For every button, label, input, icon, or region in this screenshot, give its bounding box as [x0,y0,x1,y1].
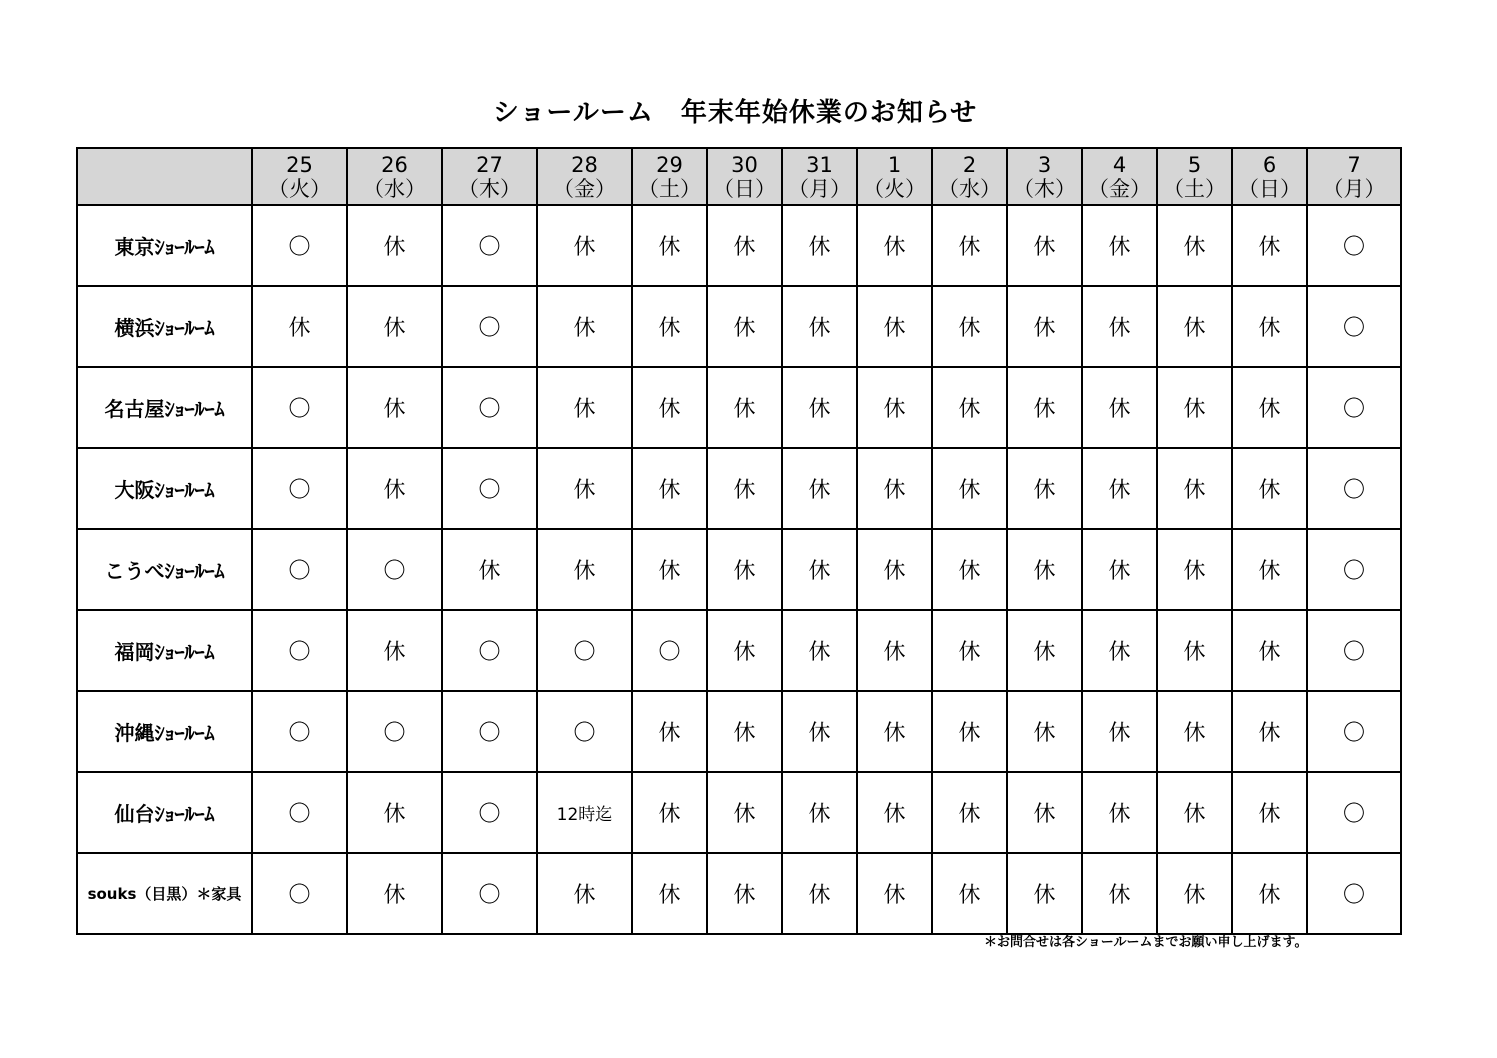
day-date: 29 [656,152,683,177]
status-cell: 〇 [442,772,537,853]
day-date: 27 [476,152,503,177]
status-cell: 休 [1157,691,1232,772]
status-cell: 休 [347,853,442,934]
status-cell: 休 [707,205,782,286]
status-cell: 休 [1157,448,1232,529]
status-cell: 休 [707,448,782,529]
day-weekday: （火） [268,176,331,201]
status-cell: 休 [1082,610,1157,691]
status-cell: 〇 [252,367,347,448]
header-corner [77,148,252,205]
status-cell: 休 [932,691,1007,772]
status-cell: 休 [1232,610,1307,691]
status-cell: 休 [347,610,442,691]
day-weekday: （木） [1013,176,1076,201]
day-date: 2 [962,152,977,177]
status-cell: 休 [1082,691,1157,772]
status-cell: 休 [1157,529,1232,610]
table-body [77,205,1401,934]
day-header [1082,148,1157,205]
status-cell: 〇 [1307,448,1401,529]
day-date: 4 [1112,152,1127,177]
status-cell: 休 [252,286,347,367]
table-row [77,853,1401,934]
header-row [77,148,1401,205]
status-cell: 〇 [442,205,537,286]
status-cell: 休 [782,691,857,772]
status-cell: 休 [1007,448,1082,529]
status-cell: 休 [347,367,442,448]
status-cell: 〇 [442,286,537,367]
status-cell: 〇 [1307,853,1401,934]
day-header [1232,148,1307,205]
status-cell: 休 [1082,205,1157,286]
day-header [782,148,857,205]
status-cell: 休 [347,205,442,286]
status-cell: 休 [782,367,857,448]
day-date: 25 [286,152,313,177]
status-cell: 休 [632,691,707,772]
status-cell: 〇 [252,853,347,934]
status-cell: 休 [537,853,632,934]
status-cell: 休 [1157,286,1232,367]
showroom-name: 東京ｼｮｰﾙｰﾑ [77,205,252,286]
showroom-name: こうべｼｮｰﾙｰﾑ [77,529,252,610]
day-date: 30 [731,152,758,177]
status-cell: 休 [1007,610,1082,691]
day-weekday: （土） [638,176,701,201]
status-cell: 休 [1232,286,1307,367]
status-cell: 休 [932,610,1007,691]
status-cell: 〇 [632,610,707,691]
status-cell: 〇 [252,529,347,610]
status-cell: 休 [1232,853,1307,934]
status-cell: 〇 [442,367,537,448]
status-cell: 〇 [1307,610,1401,691]
status-cell: 〇 [537,610,632,691]
status-cell: 〇 [252,448,347,529]
showroom-name: 沖縄ｼｮｰﾙｰﾑ [77,691,252,772]
day-header [442,148,537,205]
status-cell: 休 [707,367,782,448]
status-cell: 休 [857,448,932,529]
status-cell: 〇 [1307,529,1401,610]
status-cell: 休 [857,367,932,448]
table-row [77,772,1401,853]
status-cell: 休 [857,205,932,286]
status-cell: 休 [1157,205,1232,286]
day-header [932,148,1007,205]
status-cell: 休 [1232,772,1307,853]
table-row [77,529,1401,610]
status-cell: 休 [537,448,632,529]
status-cell: 休 [1082,448,1157,529]
day-weekday: （水） [938,176,1001,201]
day-date: 7 [1347,152,1361,177]
day-date: 5 [1187,152,1202,177]
day-weekday: （日） [713,176,776,201]
status-cell: 休 [1082,529,1157,610]
status-cell: 休 [782,286,857,367]
status-cell: 〇 [252,610,347,691]
status-cell: 休 [632,205,707,286]
status-cell: 休 [1157,853,1232,934]
status-cell: 〇 [347,691,442,772]
status-cell: 休 [1007,772,1082,853]
status-cell: 休 [1007,286,1082,367]
day-date: 3 [1037,152,1052,177]
status-cell: 休 [782,853,857,934]
status-cell: 休 [857,853,932,934]
table-row [77,367,1401,448]
status-cell: 休 [932,529,1007,610]
status-cell: 休 [632,529,707,610]
showroom-name: 横浜ｼｮｰﾙｰﾑ [77,286,252,367]
day-weekday: （土） [1163,176,1226,201]
status-cell: 休 [707,610,782,691]
status-cell: 休 [1007,367,1082,448]
status-cell: 休 [1082,853,1157,934]
status-cell: 休 [782,610,857,691]
status-cell: 休 [632,367,707,448]
day-header [707,148,782,205]
status-cell: 休 [782,205,857,286]
status-cell: 12時迄 [537,772,632,853]
page-title: ショールーム 年末年始休業のお知らせ [492,98,978,128]
day-date: 6 [1262,152,1277,177]
status-cell: 休 [857,286,932,367]
status-cell: 休 [1007,853,1082,934]
day-weekday: （月） [1322,176,1386,201]
table-row [77,205,1401,286]
status-cell: 休 [932,853,1007,934]
day-date: 28 [571,152,598,177]
day-header [1007,148,1082,205]
status-cell: 休 [1232,529,1307,610]
status-cell: 休 [932,448,1007,529]
day-weekday: （金） [1088,176,1151,201]
status-cell: 〇 [537,691,632,772]
status-cell: 休 [932,772,1007,853]
showroom-name: 名古屋ｼｮｰﾙｰﾑ [77,367,252,448]
day-date: 31 [806,152,833,177]
status-cell: 休 [347,772,442,853]
day-weekday: （水） [363,176,426,201]
status-cell: 休 [782,529,857,610]
status-cell: 休 [442,529,537,610]
status-cell: 休 [632,853,707,934]
status-cell: 休 [347,448,442,529]
status-cell: 〇 [347,529,442,610]
status-cell: 休 [857,529,932,610]
status-cell: 休 [632,772,707,853]
holiday-schedule-table [76,147,1402,935]
status-cell: 休 [1082,286,1157,367]
status-cell: 休 [537,529,632,610]
status-cell: 休 [1157,367,1232,448]
status-cell: 休 [707,286,782,367]
day-header [1157,148,1232,205]
table-row [77,448,1401,529]
status-cell: 休 [782,772,857,853]
status-cell: 休 [932,205,1007,286]
status-cell: 休 [857,691,932,772]
status-cell: 休 [707,772,782,853]
status-cell: 〇 [442,610,537,691]
status-cell: 休 [1232,691,1307,772]
day-weekday: （火） [863,176,926,201]
day-date: 26 [381,152,408,177]
status-cell: 休 [1007,691,1082,772]
status-cell: 休 [707,691,782,772]
status-cell: 休 [932,286,1007,367]
status-cell: 〇 [442,691,537,772]
status-cell: 休 [782,448,857,529]
showroom-name: 仙台ｼｮｰﾙｰﾑ [77,772,252,853]
status-cell: 〇 [442,448,537,529]
status-cell: 休 [1232,448,1307,529]
day-date: 1 [887,152,902,177]
status-cell: 休 [1007,205,1082,286]
status-cell: 〇 [1307,691,1401,772]
status-cell: 休 [707,853,782,934]
status-cell: 〇 [1307,367,1401,448]
day-header [1307,148,1401,205]
showroom-name: souks（目黒）＊家具 [77,853,252,934]
table-row [77,610,1401,691]
day-header [857,148,932,205]
status-cell: 〇 [252,772,347,853]
status-cell: 休 [1157,772,1232,853]
day-weekday: （日） [1238,176,1301,201]
status-cell: 休 [857,772,932,853]
status-cell: 休 [1157,610,1232,691]
status-cell: 休 [1082,772,1157,853]
status-cell: 休 [632,448,707,529]
status-cell: 休 [1232,367,1307,448]
status-cell: 休 [1082,367,1157,448]
day-header [252,148,347,205]
status-cell: 休 [537,286,632,367]
status-cell: 休 [707,529,782,610]
status-cell: 〇 [1307,772,1401,853]
day-weekday: （月） [788,176,851,201]
status-cell: 休 [632,286,707,367]
table-row [77,286,1401,367]
day-header [632,148,707,205]
day-header [347,148,442,205]
status-cell: 〇 [442,853,537,934]
status-cell: 休 [1232,205,1307,286]
day-weekday: （木） [458,176,521,201]
status-cell: 〇 [252,691,347,772]
contact-note: ＊お問合せは各ショールームまでお願い申し上げます。 [984,935,1308,950]
status-cell: 休 [1007,529,1082,610]
day-weekday: （金） [553,176,616,201]
status-cell: 〇 [1307,286,1401,367]
status-cell: 〇 [1307,205,1401,286]
showroom-name: 大阪ｼｮｰﾙｰﾑ [77,448,252,529]
showroom-name: 福岡ｼｮｰﾙｰﾑ [77,610,252,691]
status-cell: 〇 [252,205,347,286]
status-cell: 休 [347,286,442,367]
status-cell: 休 [932,367,1007,448]
status-cell: 休 [857,610,932,691]
table-row [77,691,1401,772]
day-header [537,148,632,205]
status-cell: 休 [537,367,632,448]
status-cell: 休 [537,205,632,286]
